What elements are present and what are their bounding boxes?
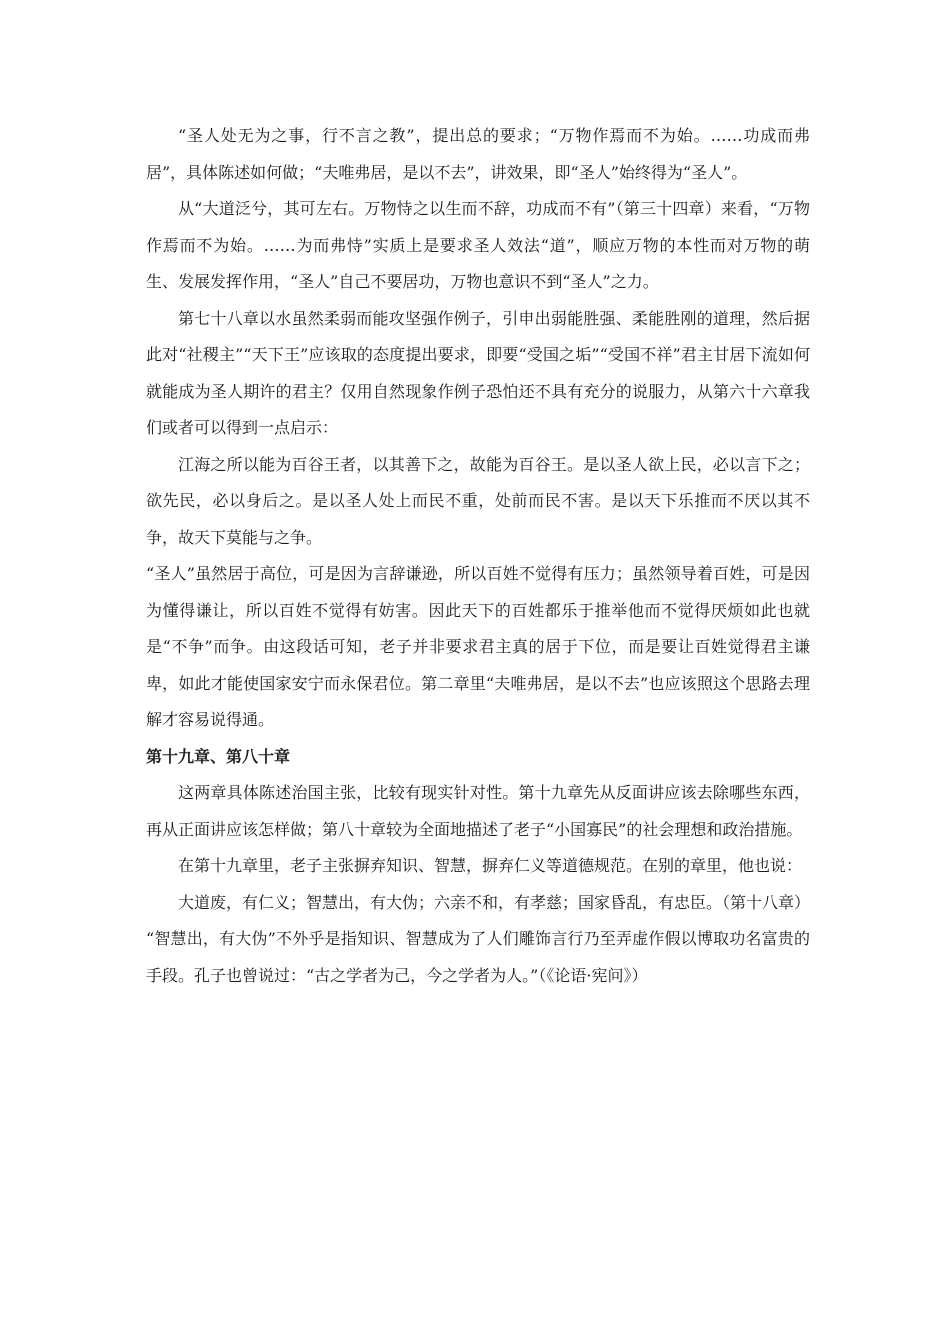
paragraph-4: “圣人”虽然居于高位，可是因为言辞谦逊，所以百姓不觉得有压力；虽然领导着百姓，可是因为懂得谦让，所以百姓不觉得有妨害。因此天下的百姓都乐于推举他而不觉得厌烦如此也就是“不争”而争。由这段话可知，老子并非要求君主真的居于下位，而是要让百姓觉得君主谦卑，如此才能使国家安宁而永保君位。第二章里“夫唯弗居，是以不去”也应该照这个思路去理解才容易说得通。 <box>146 564 810 729</box>
paragraph-1: “圣人处无为之事，行不言之教”，提出总的要求；“万物作焉而不为始。……功成而弗居”，具体陈述如何做；“夫唯弗居，是以不去”，讲效果，即“圣人”始终得为“圣人”。 <box>146 126 810 182</box>
quote-chapter-18: 大道废，有仁义；智慧出，有大伪；六亲不和，有孝慈；国家昏乱，有忠臣。（第十八章） <box>178 892 811 912</box>
quote-chapter-66: 江海之所以能为百谷王者，以其善下之，故能为百谷王。是以圣人欲上民，必以言下之；欲先民，必以身后之。是以圣人处上而民不重，处前而民不害。是以天下乐推而不厌以其不争，故天下莫能与之争。 <box>146 454 810 547</box>
paragraph-6: 在第十九章里，老子主张摒弃知识、智慧，摒弃仁义等道德规范。在别的章里，他也说： <box>178 856 803 875</box>
paragraph-3: 第七十八章以水虽然柔弱而能攻坚强作例子，引申出弱能胜强、柔能胜刚的道理，然后据此对“社稷主”“天下王”应该取的态度提出要求，即要“受国之垢”“受国不祥”君主甘居下流如何就能成为圣人期许的君主？仅用自然现象作例子恐怕还不具有充分的说服力，从第六十六章我们或者可以得到一点启示： <box>146 308 810 437</box>
paragraph-7: “智慧出，有大伪”不外乎是指知识、智慧成为了人们雕饰言行乃至弄虚作假以博取功名富贵的手段。孔子也曾说过：“古之学者为己，今之学者为人。”（《论语·宪问》） <box>146 929 810 985</box>
paragraph-2: 从“大道泛兮，其可左右。万物恃之以生而不辞，功成而不有”（第三十四章）来看，“万物作焉而不为始。……为而弗恃”实质上是要求圣人效法“道”，顺应万物的本性而对万物的萌生、发展发挥作用，“圣人”自己不要居功，万物也意识不到“圣人”之力。 <box>146 199 810 291</box>
document-body <box>146 118 810 994</box>
section-heading: 第十九章、第八十章 <box>146 746 291 766</box>
paragraph-5: 这两章具体陈述治国主张，比较有现实针对性。第十九章先从反面讲应该去除哪些东西，再从正面讲应该怎样做；第八十章较为全面地描述了老子“小国寡民”的社会理想和政治措施。 <box>146 783 810 839</box>
